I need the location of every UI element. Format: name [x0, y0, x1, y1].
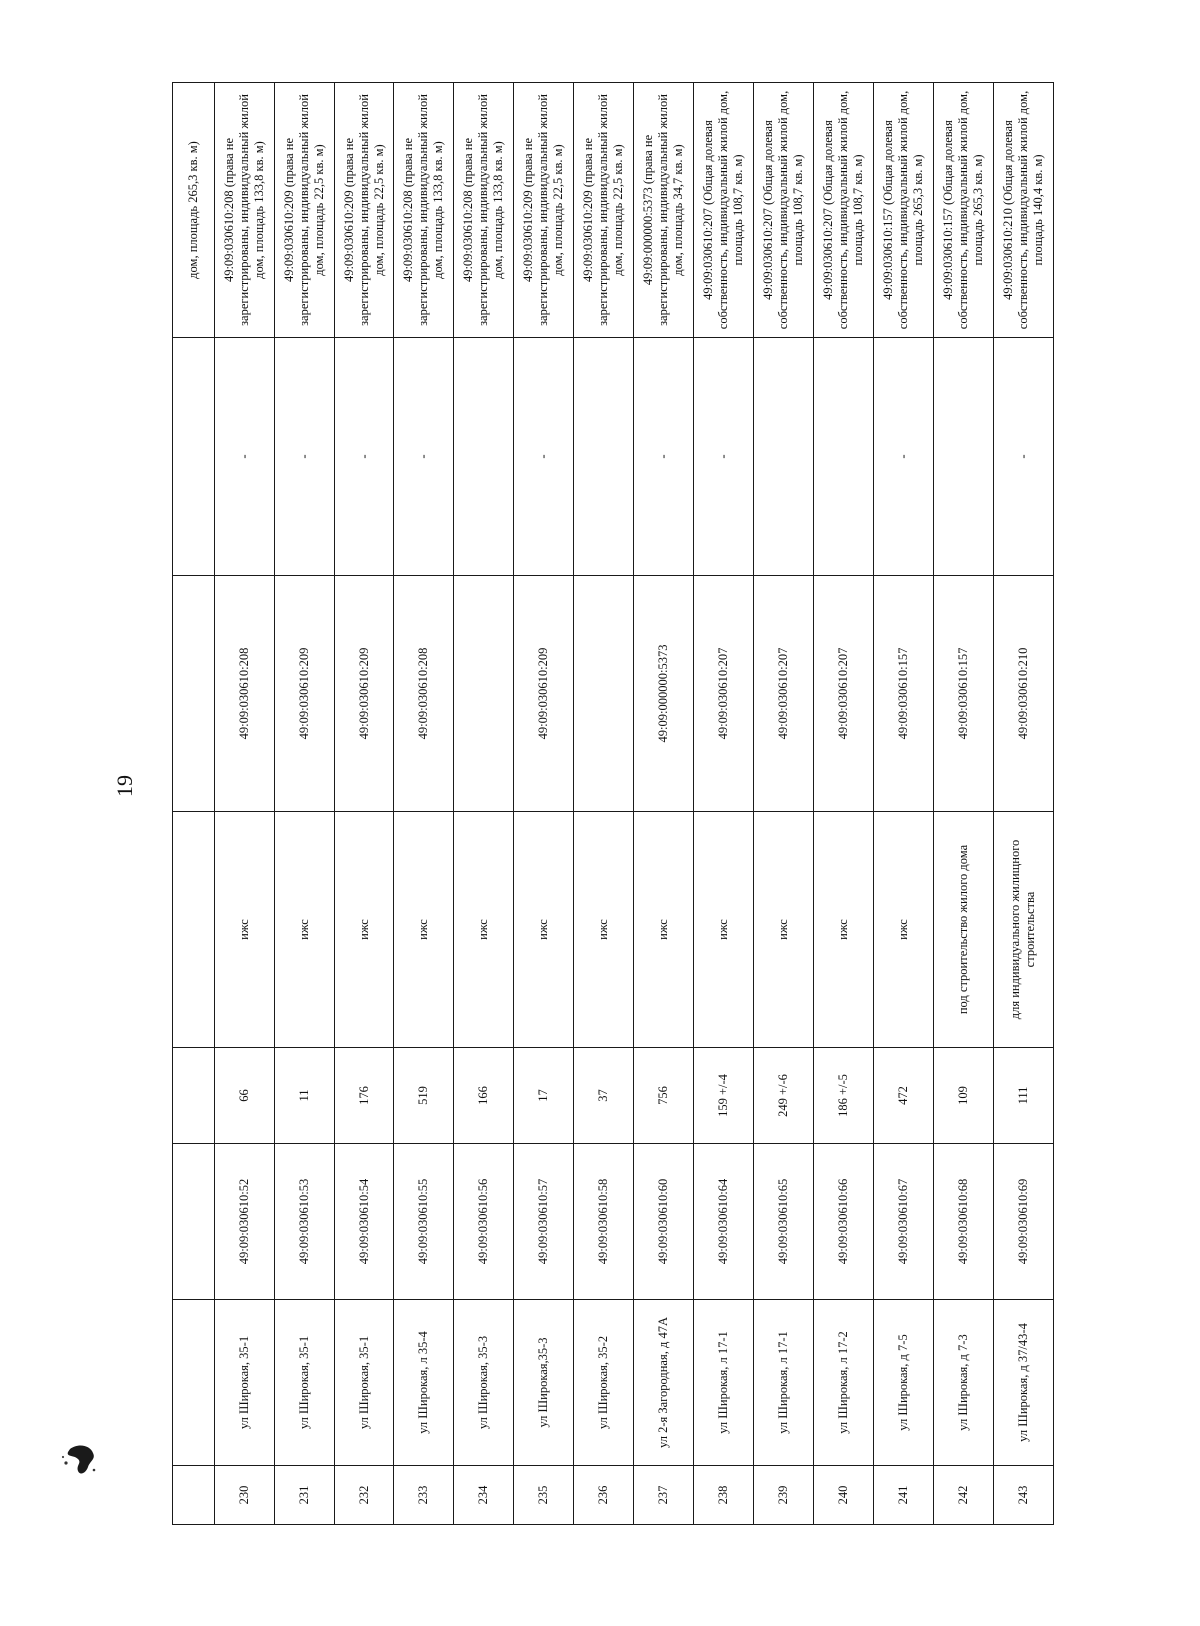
cell-use: ижс — [214, 812, 274, 1048]
table-row — [214, 83, 274, 1525]
cell-building: 49:09:030610:208 — [394, 576, 454, 812]
cell-building: 49:09:030610:207 — [814, 576, 874, 812]
cell-note: 49:09:000000:5373 (права не зарегистрированы, индивидуальный жилой дом, площадь 34,7 кв. м) — [634, 83, 694, 338]
cell-area: 159 +/-4 — [694, 1048, 754, 1144]
cell-area: 756 — [634, 1048, 694, 1144]
cell-cadastral: 49:09:030610:69 — [993, 1144, 1053, 1300]
cell-building: 49:09:030610:207 — [694, 576, 754, 812]
cell-cadastral: 49:09:030610:56 — [454, 1144, 514, 1300]
cell-note: 49:09:030610:208 (права не зарегистрированы, индивидуальный жилой дом, площадь 133,8 кв. м) — [454, 83, 514, 338]
cell-extra — [574, 338, 634, 576]
cell-address: ул Широкая, д 7-5 — [873, 1300, 933, 1466]
cell-extra: - — [334, 338, 394, 576]
cell-area: 186 +/-5 — [814, 1048, 874, 1144]
cell-extra: - — [993, 338, 1053, 576]
cell-carry-3 — [173, 1144, 215, 1300]
cell-address: ул Широкая, д 37/43-4 — [993, 1300, 1053, 1466]
cell-carry-7 — [173, 338, 215, 576]
cell-extra — [454, 338, 514, 576]
cell-carry-6 — [173, 576, 215, 812]
cell-note: 49:09:030610:209 (права не зарегистрированы, индивидуальный жилой дом, площадь 22,5 кв. м) — [334, 83, 394, 338]
cell-note: 49:09:030610:157 (Общая долевая собственность, индивидуальный жилой дом, площадь 265,3 кв. м) — [873, 83, 933, 338]
cell-address: ул Широкая, 35-1 — [274, 1300, 334, 1466]
cell-area: 11 — [274, 1048, 334, 1144]
cell-extra — [933, 338, 993, 576]
cell-cadastral: 49:09:030610:54 — [334, 1144, 394, 1300]
cell-address: ул Широкая, л 17-1 — [754, 1300, 814, 1466]
cell-carry-1 — [173, 1466, 215, 1525]
table-row — [514, 83, 574, 1525]
cell-address: ул Широкая, 35-2 — [574, 1300, 634, 1466]
cell-use: ижс — [454, 812, 514, 1048]
cell-area: 109 — [933, 1048, 993, 1144]
cell-note: 49:09:030610:207 (Общая долевая собственность, индивидуальный жилой дом, площадь 108,7 кв. м) — [754, 83, 814, 338]
table-row — [574, 83, 634, 1525]
table-row — [814, 83, 874, 1525]
cell-num: 239 — [754, 1466, 814, 1525]
cell-area: 176 — [334, 1048, 394, 1144]
table-row — [993, 83, 1053, 1525]
cell-building — [454, 576, 514, 812]
cell-area: 249 +/-6 — [754, 1048, 814, 1144]
cell-area: 37 — [574, 1048, 634, 1144]
cell-carry-8: дом, площадь 265,3 кв. м) — [173, 83, 215, 338]
table-row — [694, 83, 754, 1525]
cell-note: 49:09:030610:208 (права не зарегистрированы, индивидуальный жилой дом, площадь 133,8 кв. м) — [394, 83, 454, 338]
cell-address: ул Широкая, 35-3 — [454, 1300, 514, 1466]
table-body — [173, 83, 1054, 1525]
cell-extra: - — [274, 338, 334, 576]
cell-address: ул Широкая, д 7-3 — [933, 1300, 993, 1466]
cell-cadastral: 49:09:030610:52 — [214, 1144, 274, 1300]
cell-carry-4 — [173, 1048, 215, 1144]
cell-area: 472 — [873, 1048, 933, 1144]
cell-use: под строительство жилого дома — [933, 812, 993, 1048]
cell-num: 241 — [873, 1466, 933, 1525]
cell-area: 519 — [394, 1048, 454, 1144]
cell-building: 49:09:030610:210 — [993, 576, 1053, 812]
cell-cadastral: 49:09:030610:65 — [754, 1144, 814, 1300]
land-parcels-table — [172, 82, 1054, 1525]
cell-extra: - — [514, 338, 574, 576]
table-row — [334, 83, 394, 1525]
cell-extra: - — [634, 338, 694, 576]
cell-num: 233 — [394, 1466, 454, 1525]
table-row — [454, 83, 514, 1525]
cell-carry-2 — [173, 1300, 215, 1466]
table-row — [873, 83, 933, 1525]
cell-area: 111 — [993, 1048, 1053, 1144]
cell-num: 243 — [993, 1466, 1053, 1525]
cell-building: 49:09:030610:157 — [933, 576, 993, 812]
cell-use: ижс — [394, 812, 454, 1048]
cell-cadastral: 49:09:030610:67 — [873, 1144, 933, 1300]
table-row — [634, 83, 694, 1525]
cell-extra: - — [694, 338, 754, 576]
cell-address: ул Широкая, 35-1 — [334, 1300, 394, 1466]
cell-extra — [814, 338, 874, 576]
cell-num: 237 — [634, 1466, 694, 1525]
cell-num: 242 — [933, 1466, 993, 1525]
cell-use: ижс — [274, 812, 334, 1048]
cell-area: 17 — [514, 1048, 574, 1144]
cell-address: ул Широкая, л 17-1 — [694, 1300, 754, 1466]
table-row — [754, 83, 814, 1525]
cell-building: 49:09:030610:209 — [514, 576, 574, 812]
cell-building: 49:09:030610:209 — [274, 576, 334, 812]
cell-use: ижс — [814, 812, 874, 1048]
cell-extra: - — [873, 338, 933, 576]
cell-num: 230 — [214, 1466, 274, 1525]
cell-use: ижс — [754, 812, 814, 1048]
table-row — [394, 83, 454, 1525]
cell-use: для индивидуального жилищного строительства — [993, 812, 1053, 1048]
cell-num: 235 — [514, 1466, 574, 1525]
cell-num: 238 — [694, 1466, 754, 1525]
cell-use: ижс — [514, 812, 574, 1048]
table-row-carry-over — [173, 83, 215, 1525]
cell-note: 49:09:030610:157 (Общая долевая собственность, индивидуальный жилой дом, площадь 265,3 кв. м) — [933, 83, 993, 338]
cell-note: 49:09:030610:210 (Общая долевая собственность, индивидуальный жилой дом, площадь 140,4 кв. м) — [993, 83, 1053, 338]
cell-num: 234 — [454, 1466, 514, 1525]
cell-cadastral: 49:09:030610:64 — [694, 1144, 754, 1300]
cell-note: 49:09:030610:209 (права не зарегистрированы, индивидуальный жилой дом, площадь 22,5 кв. м) — [274, 83, 334, 338]
cell-note: 49:09:030610:209 (права не зарегистрированы, индивидуальный жилой дом, площадь 22,5 кв. м) — [574, 83, 634, 338]
cell-use: ижс — [334, 812, 394, 1048]
cell-carry-5 — [173, 812, 215, 1048]
cell-cadastral: 49:09:030610:60 — [634, 1144, 694, 1300]
cell-building: 49:09:000000:5373 — [634, 576, 694, 812]
cell-address: ул Широкая, л 35-4 — [394, 1300, 454, 1466]
cell-use: ижс — [694, 812, 754, 1048]
cell-address: ул Широкая, л 17-2 — [814, 1300, 874, 1466]
cell-address: ул Широкая,35-3 — [514, 1300, 574, 1466]
cell-cadastral: 49:09:030610:58 — [574, 1144, 634, 1300]
cell-num: 232 — [334, 1466, 394, 1525]
cell-area: 66 — [214, 1048, 274, 1144]
rotated-table-container — [172, 83, 1054, 1525]
cell-use: ижс — [574, 812, 634, 1048]
cell-address: ул Широкая, 35-1 — [214, 1300, 274, 1466]
table-row — [274, 83, 334, 1525]
cell-building: 49:09:030610:209 — [334, 576, 394, 812]
cell-extra: - — [214, 338, 274, 576]
cell-cadastral: 49:09:030610:57 — [514, 1144, 574, 1300]
cell-note: 49:09:030610:208 (права не зарегистрированы, индивидуальный жилой дом, площадь 133,8 кв. м) — [214, 83, 274, 338]
table-row — [933, 83, 993, 1525]
cell-building: 49:09:030610:207 — [754, 576, 814, 812]
ink-blot-mark — [60, 1443, 100, 1477]
cell-extra — [754, 338, 814, 576]
cell-note: 49:09:030610:207 (Общая долевая собственность, индивидуальный жилой дом, площадь 108,7 кв. м) — [694, 83, 754, 338]
cell-extra: - — [394, 338, 454, 576]
cell-cadastral: 49:09:030610:53 — [274, 1144, 334, 1300]
cell-note: 49:09:030610:209 (права не зарегистрированы, индивидуальный жилой дом, площадь 22,5 кв. м) — [514, 83, 574, 338]
cell-note: 49:09:030610:207 (Общая долевая собственность, индивидуальный жилой дом, площадь 108,7 кв. м) — [814, 83, 874, 338]
cell-building: 49:09:030610:208 — [214, 576, 274, 812]
cell-use: ижс — [634, 812, 694, 1048]
cell-building: 49:09:030610:157 — [873, 576, 933, 812]
cell-cadastral: 49:09:030610:55 — [394, 1144, 454, 1300]
cell-num: 231 — [274, 1466, 334, 1525]
cell-area: 166 — [454, 1048, 514, 1144]
cell-address: ул 2-я Загородная, д 47А — [634, 1300, 694, 1466]
cell-num: 236 — [574, 1466, 634, 1525]
page-number: 19 — [112, 775, 137, 797]
cell-building — [574, 576, 634, 812]
cell-use: ижс — [873, 812, 933, 1048]
cell-cadastral: 49:09:030610:66 — [814, 1144, 874, 1300]
cell-num: 240 — [814, 1466, 874, 1525]
cell-cadastral: 49:09:030610:68 — [933, 1144, 993, 1300]
